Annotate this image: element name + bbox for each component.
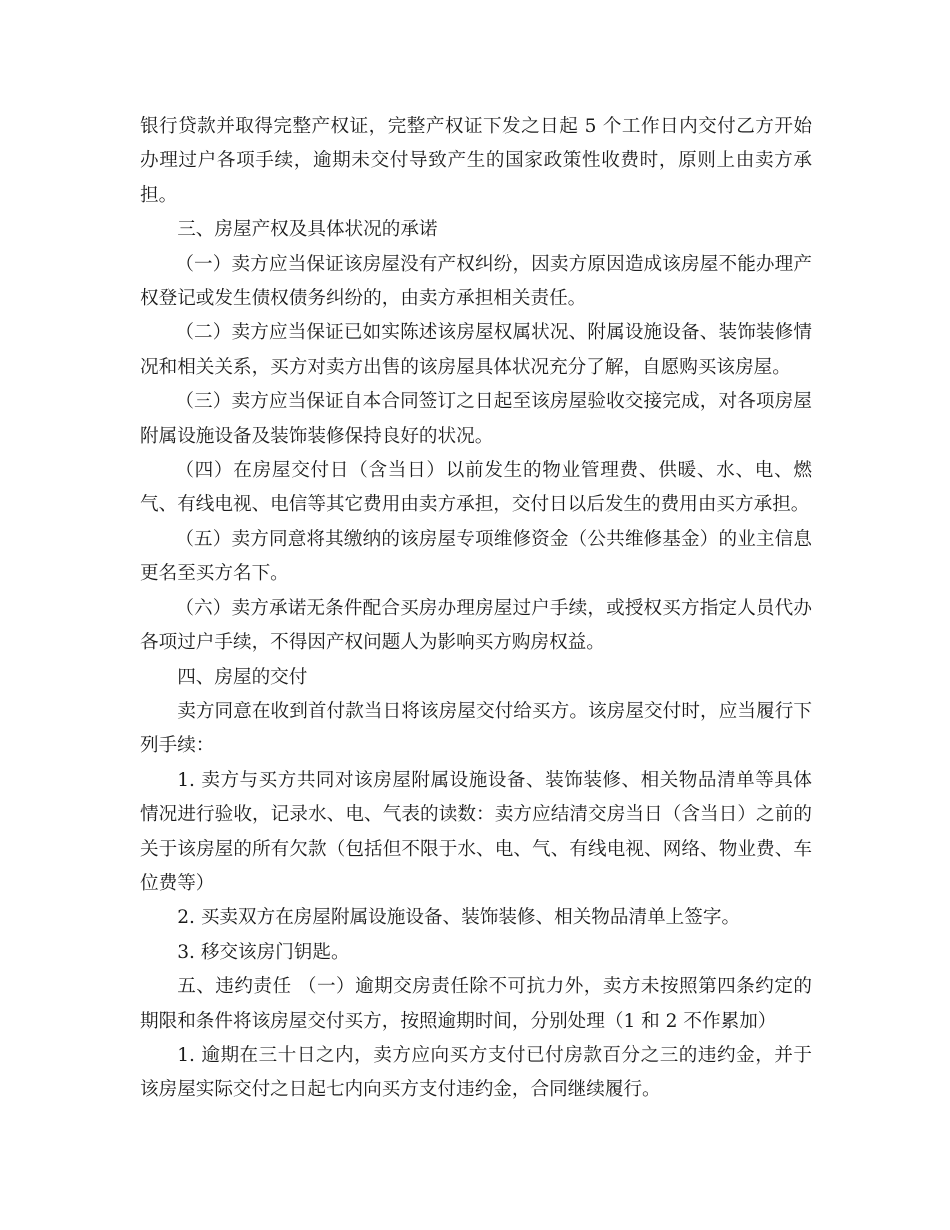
clause-4-intro: 卖方同意在收到首付款当日将该房屋交付给买方。该房屋交付时，应当履行下列手续： [140, 700, 812, 757]
section-heading-5: 五、违约责任 （一）逾期交房责任除不可抗力外，卖方未按照第四条约定的期限和条件将该房屋交付买方，按照逾期时间，分别处理（1 和 2 不作累加） [140, 976, 812, 1032]
clause-3-3: （三）卖方应当保证自本合同签订之日起至该房屋验收交接完成，对各项房屋附属设施设备及装饰装修保持良好的状况。 [140, 391, 812, 447]
clause-3-1: （一）卖方应当保证该房屋没有产权纠纷，因卖方原因造成该房屋不能办理产权登记或发生债权债务纠纷的，由卖方承担相关责任。 [140, 253, 812, 310]
clause-4-item-1: 1. 卖方与买方共同对该房屋附属设施设备、装饰装修、相关物品清单等具体情况进行验收，记录水、电、气表的读数：卖方应结清交房当日（含当日）之前的关于该房屋的所有欠款（包括但不限于水、电、气、有线电视、网络、物业费、车位费等） [140, 769, 812, 894]
paragraph-bank-loan: 银行贷款并取得完整产权证，完整产权证下发之日起 5 个工作日内交付乙方开始办理过户各项手续，逾期未交付导致产生的国家政策性收费时，原则上由卖方承担。 [140, 116, 812, 206]
clause-3-4: （四）在房屋交付日（含当日）以前发生的物业管理费、供暖、水、电、燃气、有线电视、电信等其它费用由卖方承担，交付日以后发生的费用由买方承担。 [140, 460, 812, 516]
clause-4-item-2: 2. 买卖双方在房屋附属设施设备、装饰装修、相关物品清单上签字。 [177, 907, 741, 929]
clause-3-6: （六）卖方承诺无条件配合买房办理房屋过户手续，或授权买方指定人员代办各项过户手续，不得因产权问题人为影响买方购房权益。 [140, 597, 812, 654]
clause-5-item-1: 1. 逾期在三十日之内，卖方应向买方支付已付房款百分之三的违约金，并于该房屋实际交付之日起七内向买方支付违约金，合同继续履行。 [140, 1044, 812, 1101]
clause-3-2: （二）卖方应当保证已如实陈述该房屋权属状况、附属设施设备、装饰装修情况和相关关系，买方对卖方出售的该房屋具体状况充分了解，自愿购买该房屋。 [140, 322, 812, 378]
document-body [140, 110, 812, 1108]
section-heading-4: 四、房屋的交付 [177, 666, 308, 688]
section-heading-3: 三、房屋产权及具体状况的承诺 [177, 219, 438, 241]
clause-3-5: （五）卖方同意将其缴纳的该房屋专项维修资金（公共维修基金）的业主信息更名至买方名下。 [140, 528, 812, 585]
clause-4-item-3: 3. 移交该房门钥匙。 [177, 941, 350, 963]
